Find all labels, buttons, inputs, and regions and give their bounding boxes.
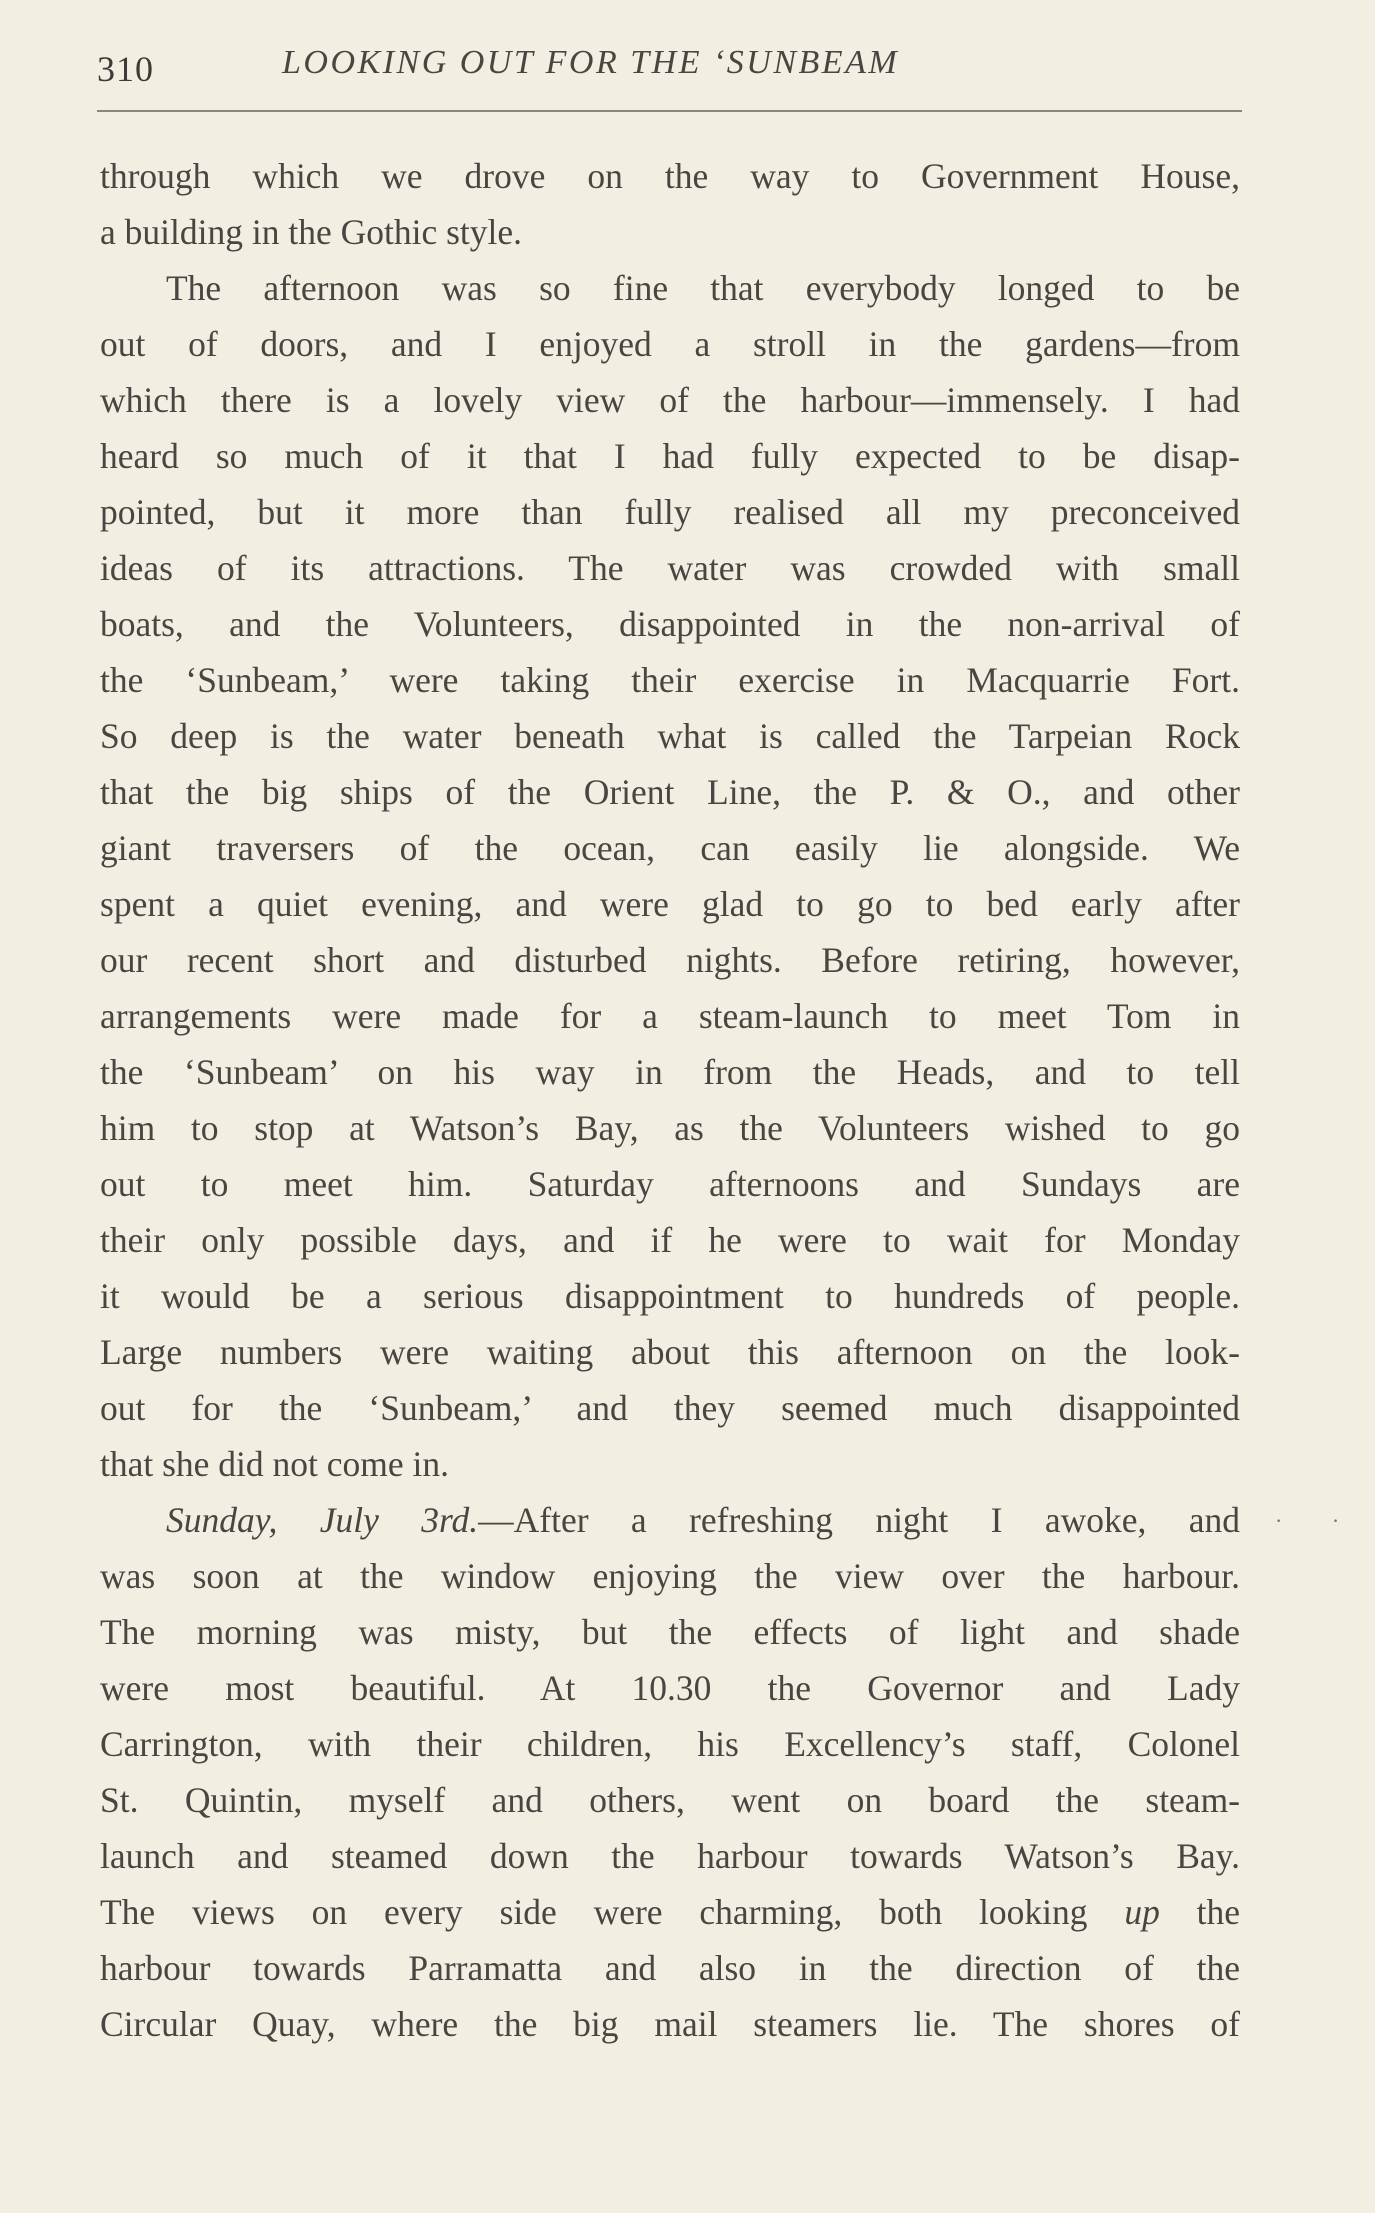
text-line: The morning was misty, but the effects of light and shade (100, 1612, 1240, 1652)
text-line: which there is a lovely view of the harbour—immensely. I had (100, 380, 1240, 420)
text-line: boats, and the Volunteers, disappointed in the non-arrival of (100, 604, 1240, 644)
text-line: a building in the Gothic style. (100, 212, 522, 252)
emphasis-word: up (1124, 1892, 1160, 1932)
text-line: that the big ships of the Orient Line, the P. & O., and other (100, 772, 1240, 812)
text-line: the ‘Sunbeam,’ were taking their exercise in Macquarrie Fort. (100, 660, 1240, 700)
text-line-emphasis (100, 1884, 1240, 1940)
text-line: launch and steamed down the harbour towards Watson’s Bay. (100, 1836, 1240, 1876)
text-line: St. Quintin, myself and others, went on board the steam- (100, 1780, 1240, 1820)
text-line: The afternoon was so fine that everybody longed to be (166, 268, 1240, 308)
text-line: out to meet him. Saturday afternoons and Sundays are (100, 1164, 1240, 1204)
text-line-dated (100, 1492, 1240, 1548)
text-line: that she did not come in. (100, 1444, 450, 1484)
page-header (97, 36, 1242, 96)
text-line: out of doors, and I enjoyed a stroll in the gardens—from (100, 324, 1240, 364)
text-line: it would be a serious disappointment to hundreds of people. (100, 1276, 1240, 1316)
text-line: him to stop at Watson’s Bay, as the Volunteers wished to go (100, 1108, 1240, 1148)
text-line: heard so much of it that I had fully expected to be disap- (100, 436, 1240, 476)
text-line: Circular Quay, where the big mail steamers lie. The shores of (100, 2004, 1240, 2044)
text-line: So deep is the water beneath what is called the Tarpeian Rock (100, 716, 1240, 756)
text-line: through which we drove on the way to Government House, (100, 156, 1240, 196)
text-line: our recent short and disturbed nights. Before retiring, however, (100, 940, 1240, 980)
text-line: out for the ‘Sunbeam,’ and they seemed much disappointed (100, 1388, 1240, 1428)
text-line: harbour towards Parramatta and also in the direction of the (100, 1948, 1240, 1988)
text-line: was soon at the window enjoying the view over the harbour. (100, 1556, 1240, 1596)
text-line: Carrington, with their children, his Excellency’s staff, Colonel (100, 1724, 1240, 1764)
text-line: arrangements were made for a steam-launch to meet Tom in (100, 996, 1240, 1036)
running-head: LOOKING OUT FOR THE ‘SUNBEAM (282, 44, 900, 81)
text-line: ideas of its attractions. The water was crowded with small (100, 548, 1240, 588)
text-line: their only possible days, and if he were to wait for Monday (100, 1220, 1240, 1260)
margin-marks: · · (1275, 1508, 1362, 1533)
text-line: were most beautiful. At 10.30 the Governor and Lady (100, 1668, 1240, 1708)
text-fragment: —After a refreshing night I awoke, and (478, 1500, 1240, 1540)
text-line: spent a quiet evening, and were glad to go to bed early after (100, 884, 1240, 924)
text-line: the ‘Sunbeam’ on his way in from the Heads, and to tell (100, 1052, 1240, 1092)
page-number: 310 (97, 49, 154, 89)
text-line: pointed, but it more than fully realised all my preconceived (100, 492, 1240, 532)
text-line: Large numbers were waiting about this afternoon on the look- (100, 1332, 1240, 1372)
text-fragment: the (1159, 1892, 1241, 1932)
body-text (100, 148, 1240, 2052)
text-fragment: The views on every side were charming, both looking (100, 1892, 1125, 1932)
header-rule (97, 110, 1242, 112)
text-line: giant traversers of the ocean, can easily lie alongside. We (100, 828, 1240, 868)
date-heading: Sunday, July 3rd. (166, 1500, 479, 1540)
